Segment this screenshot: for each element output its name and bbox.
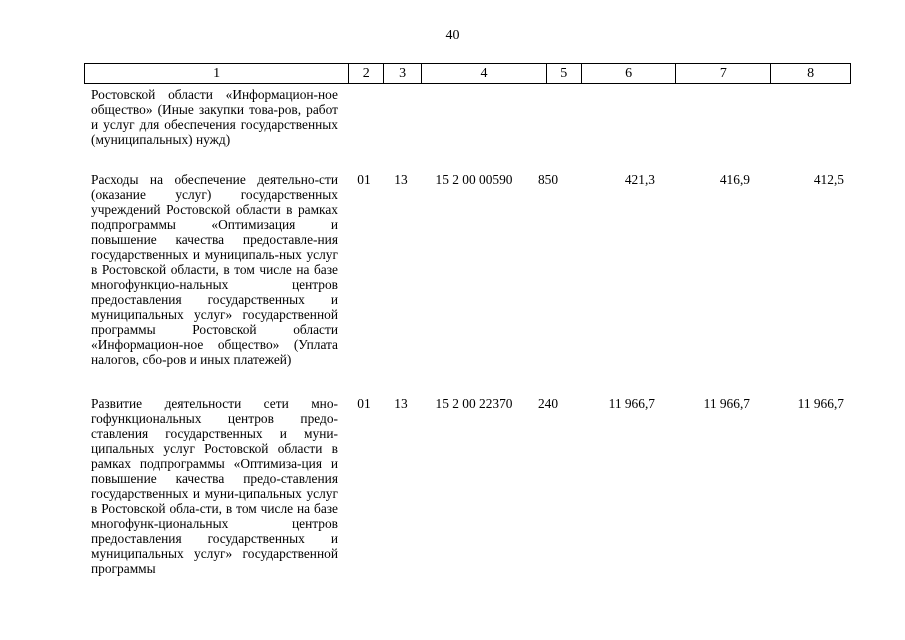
target-article-code: 15 2 00 22370 [435,396,513,411]
section-code: 01 [357,172,371,187]
column-header-3: 3 [383,64,421,83]
row-description: Расходы на обеспечение деятельно-сти (оказание услуг) государственных учреждений Ростовской области в рамках подпрограммы «Оптимизация и повышение качества предоставле-ния государственных и муниципаль-ных услуг в Ростовской области, в том числе на базе многофункцио-нальных центров предоставления государственных и муниципальных услуг» государственной программы Ростовской области «Информацион-ное общество» (Уплата налогов, сбо-ров и иных платежей) [91,172,338,367]
row-description: Развитие деятельности сети мно-гофункциональных центров предо-ставления государственных и муни-ципальных услуг Ростовской области в рамках подпрограммы «Оптимиза-ция и повышение качества предо-ставления государственных и муни-ципальных услуг в Ростовской обла-сти, в том числе на базе многофунк-циональных центров предоставления государственных и муниципальных услуг» государственной программы [91,396,338,576]
table-header-row [84,63,851,84]
column-header-6: 6 [581,64,676,83]
column-header-4: 4 [421,64,546,83]
amount-col-7: 11 966,7 [703,396,750,411]
expense-type-code: 240 [537,396,559,411]
amount-col-8: 11 966,7 [797,396,844,411]
expense-type-code: 850 [537,172,559,187]
table-row [84,172,851,367]
section-code: 01 [357,396,371,411]
column-header-5: 5 [546,64,581,83]
amount-col-6: 421,3 [624,172,655,187]
amount-col-6: 11 966,7 [608,396,655,411]
page-number: 40 [445,28,460,43]
amount-col-8: 412,5 [813,172,844,187]
amount-col-7: 416,9 [719,172,750,187]
target-article-code: 15 2 00 00590 [435,172,513,187]
row-description: Ростовской области «Информацион-ное общество» (Иные закупки това-ров, работ и услуг для обеспечения государственных (муниципальных) нужд) [91,87,338,147]
subsection-code: 13 [394,396,408,411]
table-row [84,396,851,576]
column-header-2: 2 [348,64,383,83]
column-header-8: 8 [770,64,850,83]
column-header-7: 7 [675,64,770,83]
table-row [84,87,851,147]
column-header-1: 1 [213,66,221,81]
subsection-code: 13 [394,172,408,187]
